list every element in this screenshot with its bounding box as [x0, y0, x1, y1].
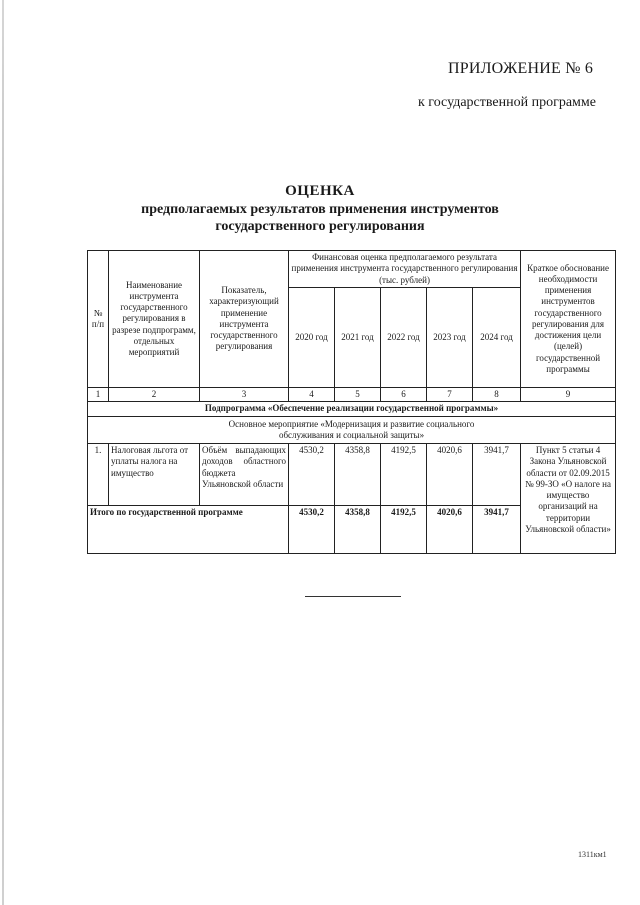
header-rationale: Краткое обоснование необходимости применения инструментов государственного регулирования для достижения цели (целей) государственной программы [521, 251, 616, 388]
total-value-2024: 3941,7 [473, 506, 521, 554]
document-subtitle-line-1: предполагаемых результатов применения инструментов [141, 202, 499, 217]
appendix-title: ПРИЛОЖЕНИЕ № 6 [448, 60, 594, 77]
row-rationale: Пункт 5 статьи 4 Закона Ульяновской области от 02.09.2015 № 99-ЗО «О налоге на имущество организаций на территории Ульяновской области» [521, 444, 616, 554]
header-instrument: Наименование инструмента государственного регулирования в разрезе подпрограмм, отдельных мероприятий [109, 251, 200, 388]
document-code: 1311км1 [578, 850, 607, 859]
col-number: 1 [88, 387, 109, 401]
row-instrument: Налоговая льгота от уплаты налога на имущество [109, 444, 200, 506]
total-value-2022: 4192,5 [381, 506, 427, 554]
header-year-2020: 2020 год [289, 287, 335, 387]
header-row-1 [88, 251, 616, 288]
total-value-2023: 4020,6 [427, 506, 473, 554]
main-activity-title [88, 417, 616, 444]
col-number: 3 [200, 387, 289, 401]
scan-edge [2, 0, 4, 905]
table-row [88, 444, 616, 506]
column-number-row [88, 387, 616, 401]
main-activity-row [88, 417, 616, 444]
results-table [87, 250, 616, 554]
col-number: 6 [381, 387, 427, 401]
row-value-2023: 4020,6 [427, 444, 473, 506]
col-number: 9 [521, 387, 616, 401]
subprogram-row [88, 402, 616, 417]
row-value-2020: 4530,2 [289, 444, 335, 506]
col-number: 7 [427, 387, 473, 401]
document-subtitle-line-2: государственного регулирования [215, 219, 425, 234]
col-number: 2 [109, 387, 200, 401]
row-value-2024: 3941,7 [473, 444, 521, 506]
total-value-2021: 4358,8 [335, 506, 381, 554]
document-title: ОЦЕНКА [285, 183, 355, 199]
header-financial: Финансовая оценка предполагаемого результата применения инструмента государственного регулирования (тыс. рублей) [289, 251, 521, 288]
end-separator-line [305, 596, 401, 597]
header-year-2024: 2024 год [473, 287, 521, 387]
header-year-2023: 2023 год [427, 287, 473, 387]
row-value-2021: 4358,8 [335, 444, 381, 506]
col-number: 4 [289, 387, 335, 401]
total-label: Итого по государственной программе [88, 506, 289, 554]
subprogram-title: Подпрограмма «Обеспечение реализации государственной программы» [88, 402, 616, 417]
header-year-2021: 2021 год [335, 287, 381, 387]
col-number: 8 [473, 387, 521, 401]
row-value-2022: 4192,5 [381, 444, 427, 506]
appendix-subtitle: к государственной программе [418, 95, 596, 110]
header-indicator: Показатель, характеризующий применение инструмента государственного регулирования [200, 251, 289, 388]
row-num: 1. [88, 444, 109, 506]
main-activity-text: Основное мероприятие «Модернизация и развитие социального обслуживания и социальной защиты» [228, 418, 475, 440]
row-indicator: Объём выпадающих доходов областного бюджета Ульяновской области [200, 444, 289, 506]
header-num: № п/п [88, 251, 109, 388]
col-number: 5 [335, 387, 381, 401]
header-year-2022: 2022 год [381, 287, 427, 387]
total-value-2020: 4530,2 [289, 506, 335, 554]
